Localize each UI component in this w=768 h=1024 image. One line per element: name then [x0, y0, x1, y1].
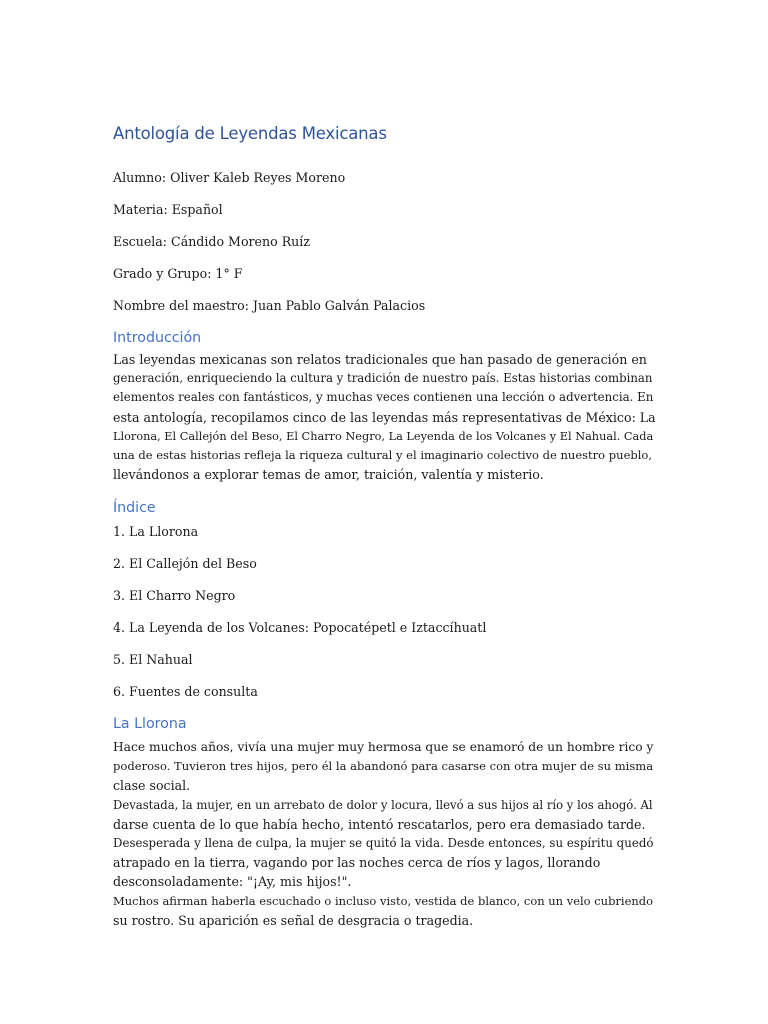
student-line: Alumno: Oliver Kaleb Reyes Moreno — [113, 170, 346, 185]
llorona-line: Muchos afirman haberla escuchado o incluso visto, vestida de blanco, con un velo cubriendo — [113, 893, 654, 908]
llorona-line: poderoso. Tuvieron tres hijos, pero él la abandonó para casarse con otra mujer de su misma — [113, 759, 654, 774]
index-item: 6. Fuentes de consulta — [113, 684, 258, 699]
llorona-line: desconsoladamente: "¡Ay, mis hijos!". — [113, 874, 352, 890]
index-item: 1. La Llorona — [113, 524, 199, 539]
intro-line: Las leyendas mexicanas son relatos tradicionales que han pasado de generación en — [113, 352, 647, 367]
teacher-line: Nombre del maestro: Juan Pablo Galván Palacios — [113, 298, 426, 313]
intro-line: una de estas historias refleja la riqueza cultural y el imaginario colectivo de nuestro pueblo, — [113, 448, 653, 463]
llorona-line: Desesperada y llena de culpa, la mujer se quitó la vida. Desde entonces, su espíritu quedó — [113, 836, 654, 851]
intro-line: esta antología, recopilamos cinco de las leyendas más representativas de México: La — [113, 409, 656, 425]
llorona-line: atrapado en la tierra, vagando por las noches cerca de ríos y lagos, llorando — [113, 855, 601, 871]
index-item: 4. La Leyenda de los Volcanes: Popocatépetl e Iztaccíhuatl — [113, 620, 487, 635]
subject-line: Materia: Español — [113, 202, 223, 217]
index-item: 3. El Charro Negro — [113, 588, 236, 603]
index-item: 5. El Nahual — [113, 652, 193, 667]
llorona-paragraph — [113, 738, 658, 930]
intro-line: Llorona, El Callejón del Beso, El Charro Negro, La Leyenda de los Volcanes y El Nahual. Cada — [113, 429, 654, 443]
intro-paragraph — [113, 350, 658, 484]
index-item: 2. El Callejón del Beso — [113, 556, 257, 571]
school-line: Escuela: Cándido Moreno Ruíz — [113, 234, 310, 249]
llorona-line: clase social. — [113, 778, 191, 794]
document-title: Antología de Leyendas Mexicanas — [113, 124, 387, 143]
index-heading: Índice — [113, 500, 156, 516]
intro-line: generación, enriqueciendo la cultura y tradición de nuestro país. Estas historias combinan — [113, 371, 653, 386]
intro-line: elementos reales con fantásticos, y muchas veces contienen una lección o advertencia. En — [113, 390, 654, 405]
llorona-line: darse cuenta de lo que había hecho, intentó rescatarlos, pero era demasiado tarde. — [113, 816, 646, 832]
intro-line: llevándonos a explorar temas de amor, traición, valentía y misterio. — [113, 467, 544, 483]
llorona-line: Hace muchos años, vivía una mujer muy hermosa que se enamoró de un hombre rico y — [113, 740, 654, 754]
llorona-line: Devastada, la mujer, en un arrebato de dolor y locura, llevó a sus hijos al río y los ahogó. Al — [113, 797, 653, 812]
llorona-line: su rostro. Su aparición es señal de desgracia o tragedia. — [113, 912, 474, 928]
grade-group-line: Grado y Grupo: 1° F — [113, 266, 243, 281]
intro-heading: Introducción — [113, 330, 202, 346]
llorona-heading: La Llorona — [113, 716, 187, 732]
